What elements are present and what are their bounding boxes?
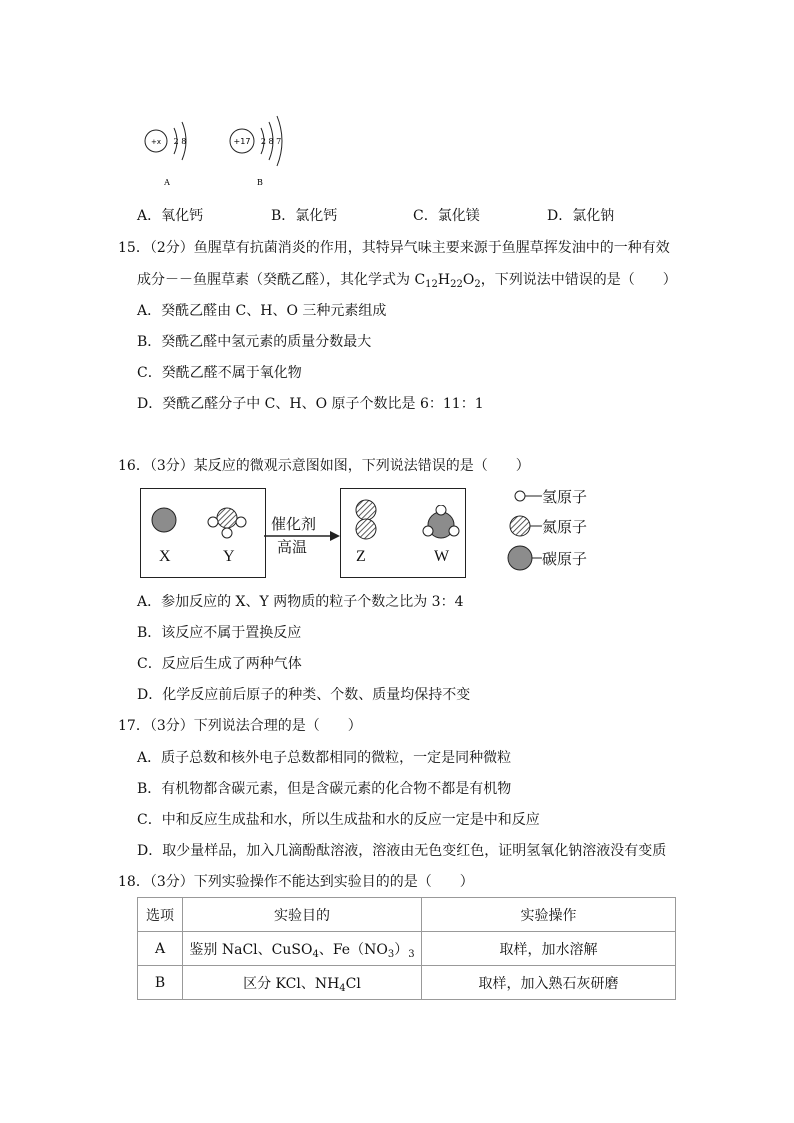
molecule-x bbox=[150, 505, 182, 537]
q17-option-d: D．取少量样品，加入几滴酚酞溶液，溶液由无色变红色，证明氢氧化钠溶液没有变质 bbox=[137, 843, 667, 859]
atom-a-diagram bbox=[145, 122, 186, 187]
atom-a-nucleus: +x bbox=[150, 138, 162, 146]
q14-option-a: A．氧化钙 bbox=[137, 208, 204, 224]
molecule-y bbox=[203, 502, 249, 540]
row-b-operation: 取样，加入熟石灰研磨 bbox=[422, 966, 676, 1000]
legend-nitrogen-symbol bbox=[508, 514, 542, 538]
q18-stem: 18．（3分）下列实验操作不能达到实验目的的是（ ） bbox=[118, 874, 474, 890]
atom-b-shells: 2 8 7 bbox=[260, 137, 282, 146]
q15-stem-line1: 15．（2分）鱼腥草有抗菌消炎的作用，其特异气味主要来源于鱼腥草挥发油中的一种有效 bbox=[118, 240, 670, 256]
experiment-table bbox=[137, 897, 676, 1000]
q17-option-c: C．中和反应生成盐和水，所以生成盐和水的反应一定是中和反应 bbox=[137, 812, 540, 828]
q15-stem-line2: 成分－－鱼腥草素（癸酰乙醛），其化学式为 $C_{12}H_{22}O_2$，下列说法中错误的是（ ） bbox=[137, 272, 677, 290]
condition-catalyst: 催化剂 bbox=[271, 515, 317, 533]
atom-b-label: B bbox=[257, 178, 263, 187]
q14-option-c: C．氯化镁 bbox=[413, 208, 480, 224]
row-b-option: B bbox=[138, 966, 183, 1000]
atom-a-shells: 2 8 bbox=[173, 137, 187, 146]
q15-option-c: C．癸酰乙醛不属于氧化物 bbox=[137, 365, 302, 381]
atom-b-diagram bbox=[230, 116, 282, 187]
legend-hydrogen-label: 氢原子 bbox=[542, 488, 588, 506]
label-w: W bbox=[434, 548, 450, 565]
header-option: 选项 bbox=[138, 898, 183, 932]
legend-hydrogen-symbol bbox=[512, 488, 542, 504]
q14-option-d: D．氯化钠 bbox=[547, 208, 615, 224]
q17-option-a: A．质子总数和核外电子总数都相同的微粒，一定是同种微粒 bbox=[137, 750, 512, 766]
legend-carbon-label: 碳原子 bbox=[542, 550, 588, 568]
q16-stem: 16．（3分）某反应的微观示意图如图，下列说法错误的是（ ） bbox=[118, 458, 530, 474]
legend-carbon-symbol bbox=[507, 544, 542, 572]
header-operation: 实验操作 bbox=[422, 898, 676, 932]
table-row bbox=[138, 932, 676, 966]
label-x: X bbox=[159, 548, 171, 565]
q17-stem: 17．（3分）下列说法合理的是（ ） bbox=[118, 718, 362, 734]
atom-b-nucleus: +17 bbox=[233, 137, 251, 146]
row-a-option: A bbox=[138, 932, 183, 966]
row-b-purpose: 区分 KCl、$NH_4Cl$ bbox=[183, 966, 422, 1000]
label-z: Z bbox=[356, 548, 366, 565]
row-a-purpose: 鉴别 NaCl、CuSO$_4$、$Fe(NO_3)_3$ bbox=[183, 932, 422, 966]
atom-structure-figure bbox=[130, 108, 310, 193]
q16-option-b: B．该反应不属于置换反应 bbox=[137, 625, 302, 641]
row-a-operation: 取样，加水溶解 bbox=[422, 932, 676, 966]
header-purpose: 实验目的 bbox=[183, 898, 422, 932]
table-header-row bbox=[138, 898, 676, 932]
q16-option-d: D．化学反应前后原子的种类、个数、质量均保持不变 bbox=[137, 687, 471, 703]
table-row bbox=[138, 966, 676, 1000]
q15-option-a: A．癸酰乙醛由 C、H、O 三种元素组成 bbox=[137, 303, 387, 319]
q14-option-b: B．氯化钙 bbox=[271, 208, 338, 224]
label-y: Y bbox=[223, 548, 235, 565]
atom-a-label: A bbox=[164, 178, 170, 187]
condition-temperature: 高温 bbox=[277, 538, 308, 556]
molecule-w bbox=[421, 505, 461, 545]
q16-option-c: C．反应后生成了两种气体 bbox=[137, 656, 302, 672]
q15-option-d: D．癸酰乙醛分子中 C、H、O 原子个数比是 6：11：1 bbox=[137, 396, 484, 412]
q16-option-a: A．参加反应的 X、Y 两物质的粒子个数之比为 3：4 bbox=[137, 594, 464, 610]
molecule-z bbox=[350, 496, 382, 544]
q17-option-b: B．有机物都含碳元素，但是含碳元素的化合物不都是有机物 bbox=[137, 781, 512, 797]
q15-option-b: B．癸酰乙醛中氢元素的质量分数最大 bbox=[137, 334, 372, 350]
legend-nitrogen-label: 氮原子 bbox=[542, 518, 588, 536]
